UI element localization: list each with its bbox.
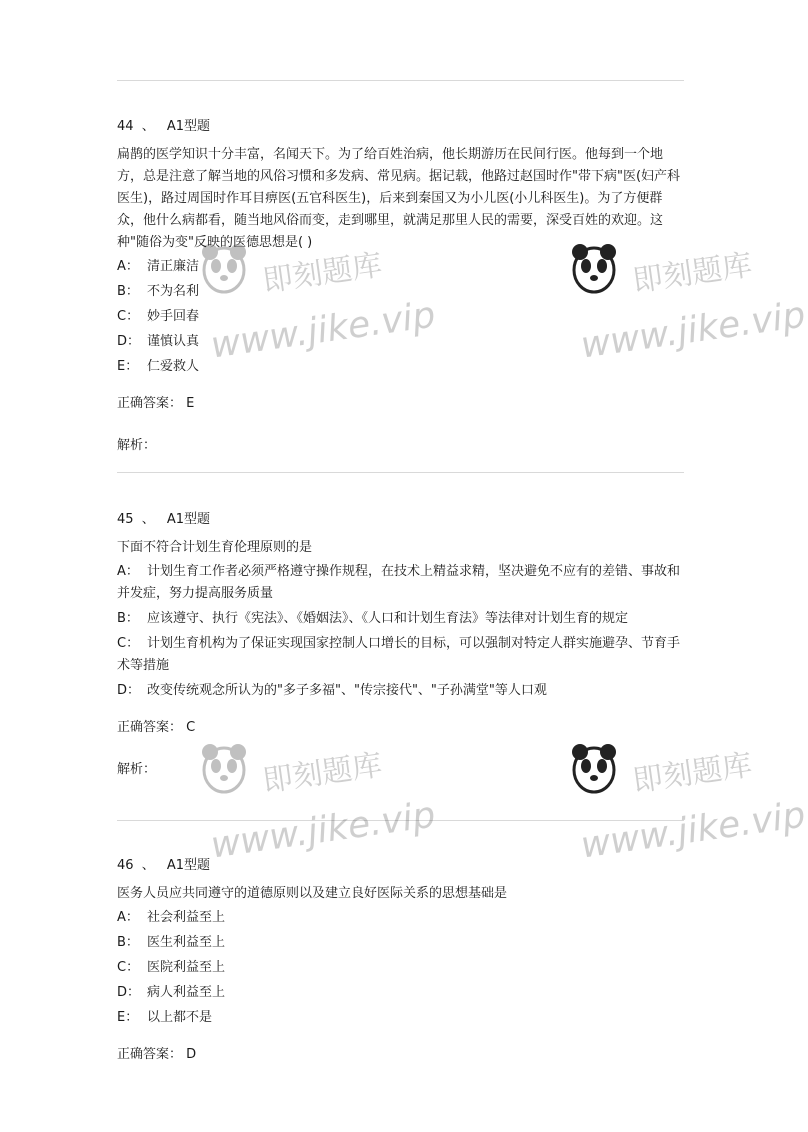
option-letter: E： xyxy=(117,1010,139,1025)
option-letter: B： xyxy=(117,284,139,299)
watermark-brand: 即刻题库 xyxy=(260,247,385,300)
answer-label: 正确答案： xyxy=(117,396,183,411)
correct-answer xyxy=(117,1045,684,1065)
analysis-label: 解析： xyxy=(117,762,157,777)
divider xyxy=(117,80,684,81)
answer-label: 正确答案： xyxy=(117,1047,183,1062)
panda-logo-icon xyxy=(570,242,618,294)
option-a xyxy=(117,561,684,605)
question-stem: 扁鹊的医学知识十分丰富，名闻天下。为了给百姓治病，他长期游历在民间行医。他每到一个地方，总是注意了解当地的风俗习惯和多发病、常见病。据记载，他路过赵国时作"带下病"医(妇产科医生)，路过周国时作耳目痹医(五官科医生)，后来到秦国又为小儿医(小儿科医生)。为了方便群众，他什么病都看，随当地风俗而变，走到哪里，就满足那里人民的需要，深受百姓的欢迎。这种"随俗为变"反映的医德思想是( ) xyxy=(117,147,681,250)
question-separator: 、 xyxy=(141,512,155,527)
question-type: A1型题 xyxy=(166,858,211,873)
option-b xyxy=(117,608,684,630)
option-letter: A： xyxy=(117,910,139,925)
option-text: 计划生育工作者必须严格遵守操作规程，在技术上精益求精，坚决避免不应有的差错、事故和并发症，努力提高服务质量 xyxy=(117,564,681,601)
option-d xyxy=(117,680,684,702)
question-stem: 下面不符合计划生育伦理原则的是 xyxy=(117,540,313,555)
option-letter: D： xyxy=(117,334,141,349)
question-number: 44 xyxy=(117,119,134,134)
correct-answer xyxy=(117,718,684,738)
watermark-brand: 即刻题库 xyxy=(630,747,755,800)
question-number: 46 xyxy=(117,858,134,873)
analysis-label: 解析： xyxy=(117,438,157,453)
option-text: 医生利益至上 xyxy=(147,935,226,950)
question-stem: 医务人员应共同遵守的道德原则以及建立良好医际关系的思想基础是 xyxy=(117,886,508,901)
option-text: 社会利益至上 xyxy=(147,910,226,925)
watermark xyxy=(560,240,808,400)
option-letter: E： xyxy=(117,359,139,374)
option-letter: C： xyxy=(117,636,140,651)
question-header xyxy=(117,511,684,529)
panda-logo-icon xyxy=(570,742,618,794)
watermark-brand: 即刻题库 xyxy=(260,747,385,800)
question-type: A1型题 xyxy=(166,512,211,527)
answer-value: D xyxy=(186,1047,197,1062)
watermark-url: www.jike.vip xyxy=(578,294,808,367)
watermark-url: www.jike.vip xyxy=(208,794,438,867)
option-a xyxy=(117,907,684,929)
watermark xyxy=(560,740,808,900)
answer-value: E xyxy=(186,396,195,411)
option-e xyxy=(117,1007,684,1029)
option-letter: B： xyxy=(117,611,139,626)
option-text: 应该遵守、执行《宪法》、《婚姻法》、《人口和计划生育法》等法律对计划生育的规定 xyxy=(147,611,629,626)
option-text: 计划生育机构为了保证实现国家控制人口增长的目标，可以强制对特定人群实施避孕、节育手术等措施 xyxy=(117,636,681,673)
option-text: 清正廉洁 xyxy=(147,259,200,274)
option-letter: A： xyxy=(117,259,139,274)
option-d xyxy=(117,982,684,1004)
option-c xyxy=(117,957,684,979)
option-text: 病人利益至上 xyxy=(147,985,226,1000)
option-text: 改变传统观念所认为的"多子多福"、"传宗接代"、"子孙满堂"等人口观 xyxy=(147,683,547,698)
option-letter: C： xyxy=(117,309,140,324)
option-letter: D： xyxy=(117,683,141,698)
watermark-brand: 即刻题库 xyxy=(630,247,755,300)
watermark-url: www.jike.vip xyxy=(208,294,438,367)
watermark-url: www.jike.vip xyxy=(578,794,808,867)
option-letter: A： xyxy=(117,564,139,579)
option-text: 不为名利 xyxy=(147,284,200,299)
answer-label: 正确答案： xyxy=(117,720,183,735)
option-text: 谨慎认真 xyxy=(147,334,200,349)
option-c xyxy=(117,633,684,677)
option-letter: D： xyxy=(117,985,141,1000)
option-letter: B： xyxy=(117,935,139,950)
question-separator: 、 xyxy=(141,119,155,134)
option-text: 妙手回春 xyxy=(147,309,200,324)
option-text: 仁爱救人 xyxy=(147,359,200,374)
question-number: 45 xyxy=(117,512,134,527)
option-letter: C： xyxy=(117,960,140,975)
question-separator: 、 xyxy=(141,858,155,873)
option-text: 以上都不是 xyxy=(147,1010,213,1025)
question-header xyxy=(117,118,684,136)
divider xyxy=(117,472,684,473)
option-b xyxy=(117,932,684,954)
answer-value: C xyxy=(186,720,196,735)
option-text: 医院利益至上 xyxy=(147,960,226,975)
question-type: A1型题 xyxy=(166,119,211,134)
